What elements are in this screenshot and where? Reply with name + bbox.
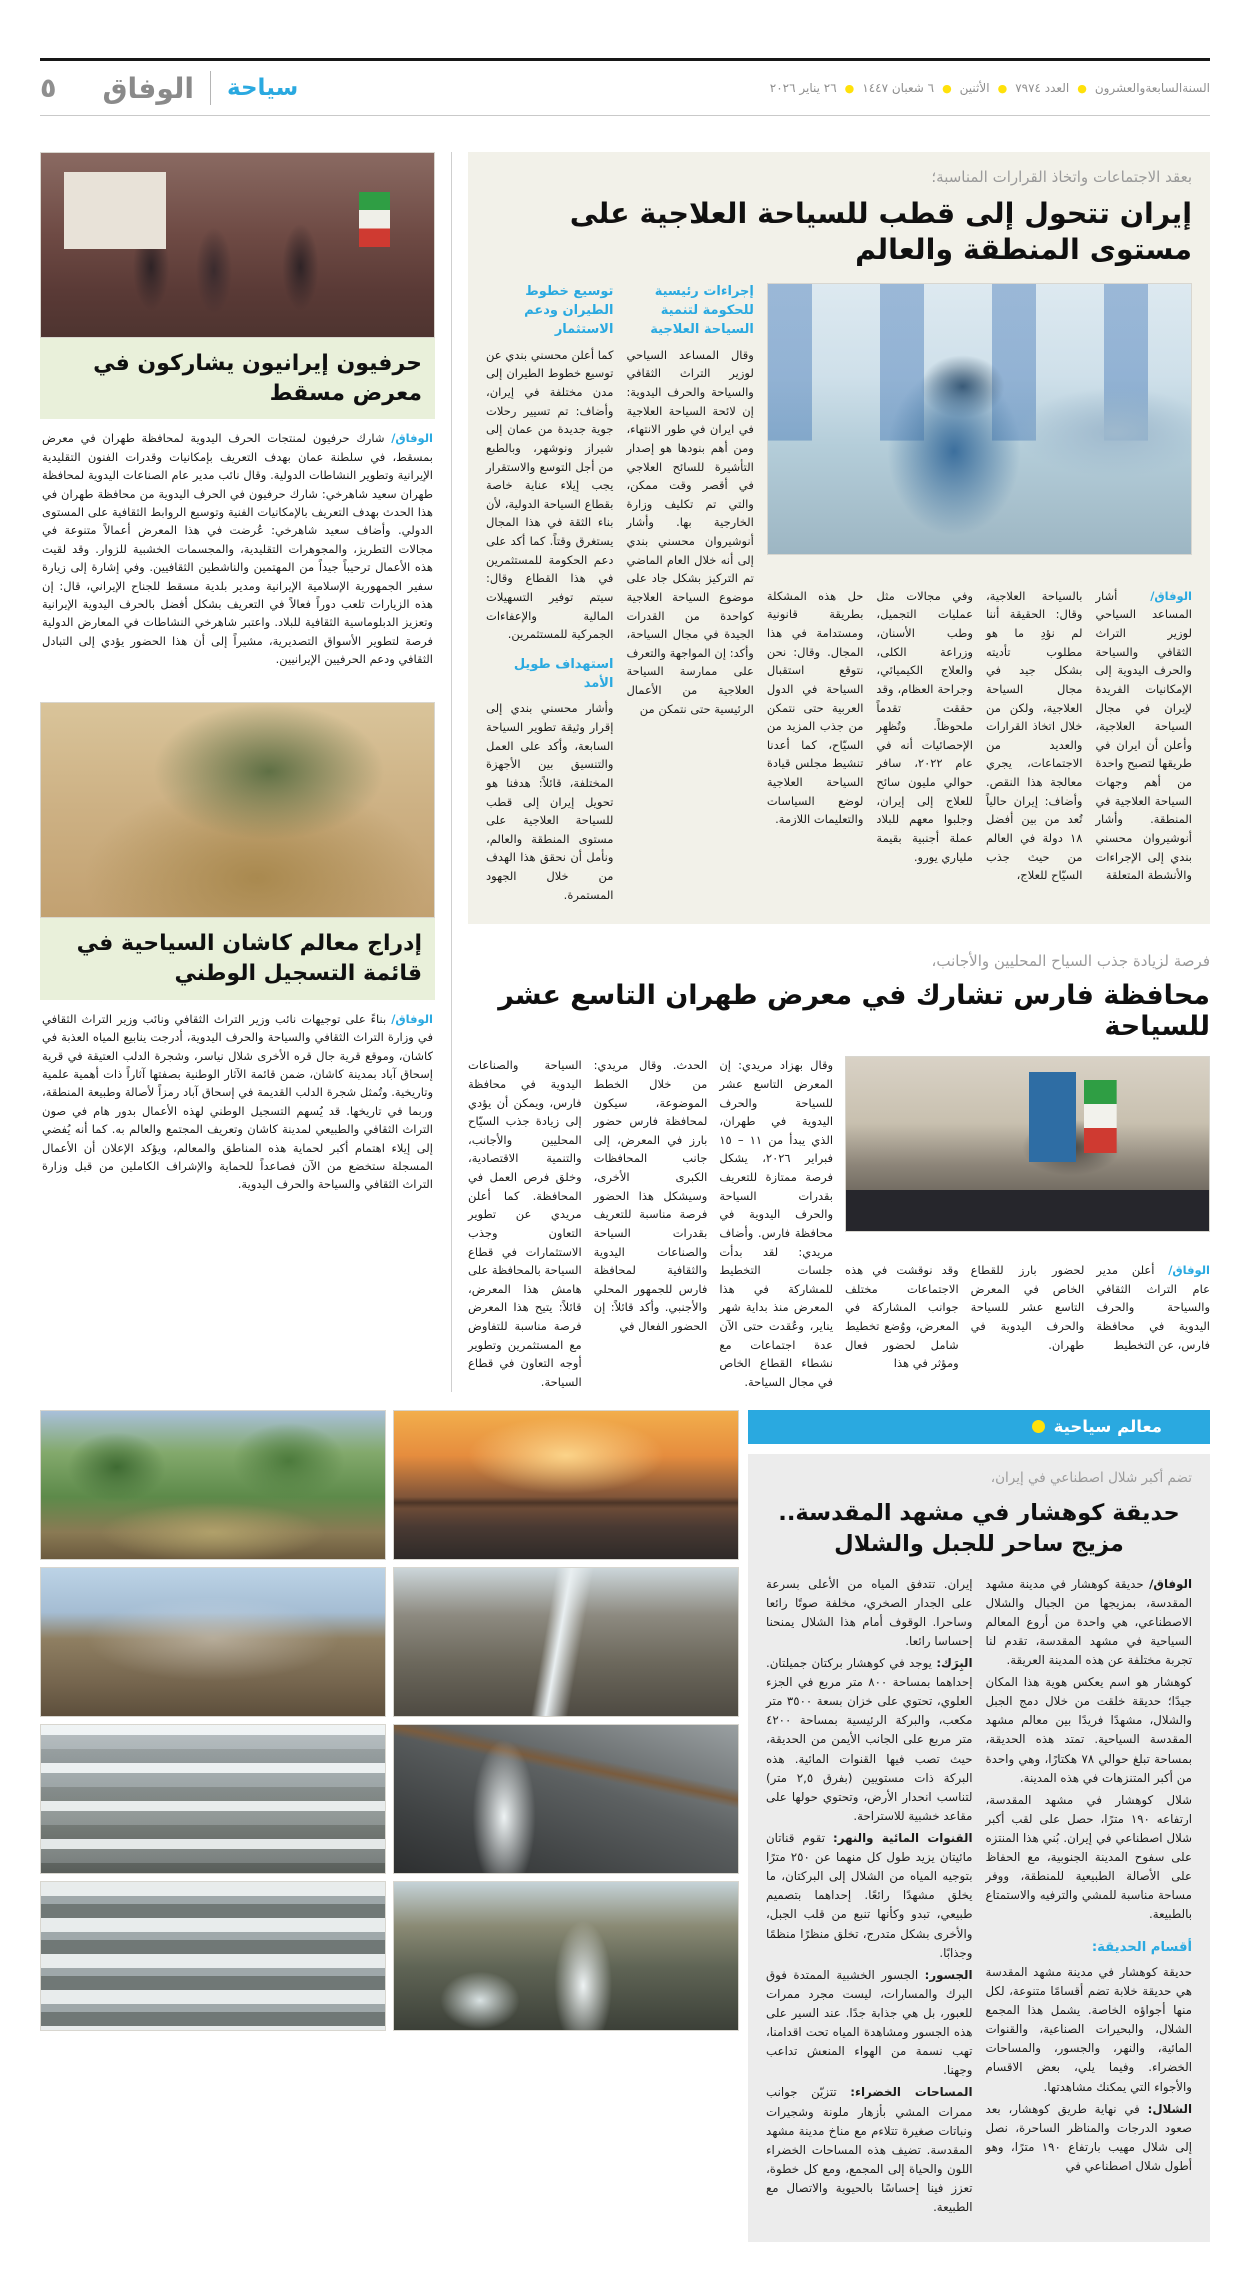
yellow-dot-icon: ● xyxy=(1077,81,1087,95)
stream-boardwalk-photo xyxy=(393,1724,739,1874)
body-column xyxy=(986,587,1083,905)
icu-ward-photo xyxy=(767,283,1192,555)
park-photo-grid xyxy=(40,1410,739,2243)
brand-group xyxy=(40,71,298,105)
page-header xyxy=(40,0,1210,116)
date-segment xyxy=(770,81,855,95)
article-fars-exhibition xyxy=(468,952,1210,1391)
body-column xyxy=(767,587,864,905)
body-column xyxy=(468,1056,582,1391)
date-segment xyxy=(1095,81,1210,95)
park-path-photo xyxy=(40,1410,386,1560)
column-text: وقد نوقشت في هذه الاجتماعات مختلف جوانب المشاركة في المعرض، ووُضع تخطيط شامل لحضور فعال ومؤثر في هذا xyxy=(845,1263,959,1371)
column-text: وقال بهزاد مريدي: إن المعرض التاسع عشر للسياحة والحرف اليدوية في طهران، الذي يبدأ من ١١ – ١٥ فبراير ٢٠٢٦، يشكل فرصة ممتازة للتعريف بقدرات السياحة والحرف اليدوية في محافظة فارس. وأضاف مريدي: لقد بدأت جلسات التخطيط للمشاركة في هذا المعرض منذ بداية شهر يناير، وعُقدت حتى الآن عدة اجتماعات مع نشطاء القطاع الخاص في مجال السياحة. xyxy=(719,1058,834,1389)
column-text: الحدث. وقال مريدي: من خلال الخطط الموضوعة، سيكون لمحافظة فارس حضور بارز في المعرض، إلى جانب المحافظات الكبرى الأخرى، وسيشكل هذا الحضور فرصة مناسبة للتعريف بقدرات السياحة والصناعات اليدوية والثقافية لمحافظة فارس للجمهور المحلي والأجنبي. وأكد قائلاً: إن الحضور الفعال في xyxy=(593,1058,708,1334)
paragraph xyxy=(766,2083,973,2217)
page-number: ٥ xyxy=(40,72,57,104)
paragraph-text: إيران. تتدفق المياه من الأعلى بسرعة على الجدار الصخري، مخلفة صوتًا رائعا وساحرا. الوقوف أمام هذا الشلال يمنحنا إحساسا رائعا. xyxy=(766,1576,973,1648)
column-text: بالسياحة العلاجية، وقال: الحقيقة أننا لم نؤدِ ما هو مطلوب تأديته بشكل جيد في مجال السياحة العلاجية، ولكن من خلال اتخاذ القرارات والعديد من الاجتماعات، يجري معالجة هذا النقص. وأضاف: إيران حالياً تُعد من بين أفضل ١٨ دولة في العالم من حيث جذب السيّاح للعلاج، xyxy=(985,588,1083,883)
paragraph xyxy=(986,1673,1193,1788)
terraced-weir-photo xyxy=(40,1881,386,2031)
article-body xyxy=(42,1010,433,1194)
column-government-measures xyxy=(626,283,753,904)
article-headline: محافظة فارس تشارك في معرض طهران التاسع عشر للسياحة xyxy=(498,980,1210,1043)
article-headline: إدراج معالم كاشان السياحية في قائمة التسجيل الوطني xyxy=(76,931,422,987)
rocky-stream-photo xyxy=(393,1881,739,2031)
paragraph xyxy=(986,1575,1193,1671)
paragraph-lead: الشلال: xyxy=(1147,2101,1192,2116)
feature-article-wrap xyxy=(748,1410,1210,2243)
article-kicker: بعقد الاجتماعات واتخاذ القرارات المناسبة؛ xyxy=(931,168,1192,186)
main-column-area xyxy=(452,152,1210,1392)
mountain-waterfall-photo xyxy=(393,1567,739,1717)
section-badge xyxy=(748,1410,1210,1444)
date-segment-label: ٢٦ يناير ٢٠٢٦ xyxy=(769,81,837,95)
column-text: وفي مجالات مثل عمليات التجميل، وطب الأسنان، وزراعة الكلى، والعلاج الكيميائي، وجراحة العظام، وقد حققت تقدماً ملحوظاً. وتُظهِر الإحصائيات أنه في عام ٢٠٢٢، سافر حوالي مليون سائح للعلاج إلى إيران، وجلبوا معهم للبلاد عملة أجنبية بقيمة ملياري يورو. xyxy=(876,588,973,864)
paragraph xyxy=(986,1791,1193,1925)
body-column-right xyxy=(986,1575,1193,2221)
paragraph-subhead: أقسام الحديقة: xyxy=(1091,1939,1192,1955)
headline-band xyxy=(40,918,435,999)
column-text: لحضور بارز للقطاع الخاص في المعرض التاسع عشر للسياحة والحرف اليدوية في طهران. xyxy=(970,1263,1085,1352)
paragraph-lead: القنوات المائية والنهر: xyxy=(833,1831,973,1846)
column-text: كما أعلن محسني بندي عن توسيع خطوط الطيران إلى مدن مختلفة في إيران، وأضاف: تم تسيير رحلات جوية جديدة من عمان إلى شيراز ونوشهر، وبالطبع من أجل التوسع والاستقرار يجب إيلاء عناية خاصة بقطاع السياحة الدولية، لأن بناء الثقة في هذا المجال يستغرق وقتاً. كما أكد على دعم الحكومة للمستثمرين في هذا القطاع وقال: سيتم توفير التسهيلات المالية والإعفاءات الجمركية للمستثمرين. xyxy=(486,347,614,642)
body-column xyxy=(719,1056,833,1391)
headline-line-1: حديقة كوهشار في مشهد المقدسة.. xyxy=(778,1499,1180,1526)
column-flight-expansion xyxy=(486,283,613,904)
article-body xyxy=(766,1575,1192,2221)
paragraph xyxy=(986,1937,1193,2097)
paragraph-lead: الجسور: xyxy=(924,1967,973,1982)
paragraph xyxy=(766,1654,973,1826)
agency-tag: الوفاق/ xyxy=(391,1011,434,1026)
body-text: شارك حرفيون لمنتجات الحرف اليدوية لمحافظة طهران في معرض بمسقط، في سلطنة عمان بهدف التعريف بإمكانيات وقدرات الفنون التقليدية الإيرانية وتطوير النشاطات الدولية. وقال نائب مدير عام الصناعات اليدوية لمحافظة طهران سعيد شاهرخي: شارك حرفيون في الحرف اليدوية من محافظة طهران في هذا الحدث بهدف التعريف بالإمكانيات الفنية وتوسيع الروابط الثقافية على المستوى الدولي. وأضاف سعيد شاهرخي: عُرضت في هذا المعرض أعمالاً متنوعة في مجالات التطريز، والمجوهرات التقليدية، والمجسمات الخشبية للزوار. وقد لقيت هذه الأعمال ترحيباً جيداً من المهتمين والناشطين الثقافيين. وفي إشارة إلى زيارة سفير الجمهورية الإسلامية الإيرانية ومدير بلدية مسقط للجناح الإيراني، قال: إن هذه الزيارات تلعب دوراً فعالاً في التعريف بشكل أفضل بالحرف اليدوية الإيرانية وتعزيز الدبلوماسية الثقافية للبلاد. واعتبر شاهرخي النشاطات في المعارض الدولية فرصة لتطوير الأسواق التصديرية، مشيراً إلى أن هذا الحضور يؤدي إلى التبادل الثقافي ودعم الحرفيين الإيرانيين. xyxy=(42,431,433,667)
date-segment-label: ٦ شعبان ١٤٤٧ xyxy=(862,81,935,95)
paragraph-text: شلال كوهشار في مشهد المقدسة، ارتفاعه ١٩٠ مترًا، حصل على لقب أكبر شلال اصطناعي في إيران. بُني هذا المنتزه على سفوح المدينة الجنوبية، مع الحفاظ على الأصالة الطبيعية للمنطقة، ووفر مساحة مناسبة للمشي والترفيه والاستمتاع بالطبيعة. xyxy=(985,1792,1192,1922)
date-segment xyxy=(862,81,951,95)
paragraph-text: تتزيّن جوانب ممرات المشي بأزهار ملونة وشجيرات ونباتات صغيرة تتلاءم مع مناخ مدينة مشهد المقدسة. تضيف هذه المساحات الخضراء اللون والحياة إلى المجمع، ومع كل خطوة، تعزز فينا إحساسًا بالحيوية والاتصال مع الطبيعة. xyxy=(766,2085,973,2215)
officials-meeting-photo xyxy=(845,1056,1210,1232)
paragraph-text: يوجد في كوهشار بركتان جميلتان. إحداهما بمساحة ٨٠٠ متر مربع في الجزء العلوي، تحتوي على خزان بسعة ٣٥٠٠ متر مكعب، والبركة الرئيسية بمساحة ٤٢٠٠ متر مربع على الجانب الأيمن من الحديقة، حيث تصب فيها القنوات المائية. هذه البركة ذات مستويين (بفرق ٢,٥ متر) لتناسب انحدار الأرض، وتحتوي حولها على مقاعد خشبية للاستراحة. xyxy=(766,1656,973,1823)
body-column xyxy=(845,1261,959,1392)
article-kashan-heritage xyxy=(40,702,435,1193)
body-column xyxy=(1095,587,1192,905)
section-title: سياحة xyxy=(227,75,299,101)
column-subhead: توسيع خطوط الطيران ودعم الاستثمار xyxy=(524,284,614,337)
column-subhead: إجراءات رئيسية للحكومة لتنمية السياحة العلاجية xyxy=(650,284,754,337)
newspaper-logo: الوفاق xyxy=(102,71,195,105)
article-body xyxy=(42,429,433,668)
headline-line-2: مزيج ساحر للجبل والشلال xyxy=(834,1531,1124,1558)
paragraph-text: في نهاية طريق كوهشار، بعد صعود الدرجات والمناظر الساحرة، نصل إلى شلال مهيب بارتفاع ١٩٠ مترًا، وهو أطول شلال اصطناعي في xyxy=(985,2101,1192,2174)
column-text: السياحة والصناعات اليدوية في محافظة فارس، ويمكن أن يؤدي إلى زيادة جذب السيّاح المحليين والأجانب، والتنمية الاقتصادية، وخلق فرص العمل في المحافظة. كما أعلن مريدي عن تطوير التعاون وجذب الاستثمارات في قطاع السياحة بالمحافظة على هامش هذا المعرض، قائلاً: يتيح هذا المعرض فرصة مناسبة للتفاوض مع المستثمرين وتطوير أوجه التعاون في قطاع السياحة. xyxy=(468,1058,582,1389)
paragraph xyxy=(766,1575,973,1651)
body-column xyxy=(1096,1261,1210,1392)
article-muscat-exhibition xyxy=(40,152,435,668)
date-line xyxy=(770,81,1210,95)
paragraph-lead: الوفاق/ xyxy=(1149,1576,1192,1591)
body-text: بناءً على توجيهات نائب وزير التراث الثقافي ونائب وزير التراث الثقافي في وزارة التراث الثقافي والسياحة والحرف اليدوية، أدرجت ينابيع المياه العذبة في كاشان، وموقع قرية جال قره الأخرى شلال نياسر، وشجرة الدلب العتيقة في قرية إسحاق آباد بمدينة كاشان، ضمن قائمة الآثار الوطنية بصفتها آثاراً ذات أهمية علمية وتاريخية. وتُمثل شجرة الدلب القديمة في إسحاق آباد رمزاً لأصالة وطبيعة المنطقة، وربما في تاريخها. قد يُسهم التسجيل الوطني لهذه الأعمال بدور هام في صون التراث الثقافي والطبيعي لمدينة كاشان وتعريف المجتمع والعالم به. كما أنه يُفضي إلى إيلاء اهتمام أكبر لحماية هذه المناطق والمعالم، ويؤكد الإعلان أن الأعمال المسجلة ستخضع من الآن فصاعداً للحماية والإشراف الكاملين من قبل وزارة التراث الثقافي والسياحة والحرف اليدوية. xyxy=(42,1011,433,1192)
agency-tag: الوفاق/ xyxy=(391,431,433,446)
paragraph-lead: البِرَك: xyxy=(936,1656,973,1671)
column-text: أشار المساعد السياحي لوزير التراث الثقافي والسياحة والحرف اليدوية إلى الإمكانيات الفريدة لإيران في مجال السياحة العلاجية، وأعلن أن ايران في طريقها لتصبح واحدة من أهم وجهات السياحة العلاجية في المنطقة. وأشار أنوشيروان محسني بندي إلى الإجراءات والأنشطة المتعلقة xyxy=(1095,588,1192,883)
article-kicker: فرصة لزيادة جذب السياح المحليين والأجانب، xyxy=(931,952,1210,971)
column-text: وأشار محسني بندي إلى إقرار وثيقة تطوير السياحة السابعة، وأكد على العمل والتنسيق بين الأجهزة المختلفة، قائلاً: هدفنا هو تحويل إيران إلى قطب للسياحة العلاجية على مستوى المنطقة والعالم، ونأمل أن نحقق هذا الهدف من خلال الجهود المستمرة. xyxy=(486,701,614,902)
yellow-dot-icon xyxy=(1032,1420,1045,1433)
kashan-tree-photo xyxy=(40,702,435,918)
muscat-exhibition-photo xyxy=(40,152,435,338)
feature-section xyxy=(40,1410,1210,2243)
sunset-pond-photo xyxy=(393,1410,739,1560)
agency-tag: الوفاق/ xyxy=(1150,588,1192,603)
paragraph-text: تقوم قناتان مائيتان يزيد طول كل منهما عن ٢٥٠ مترًا بتوجيه المياه من الشلال إلى البركتان، ما يخلق مشهدًا رائعًا. إحداهما بتصميم طبيعي، تبدو وكأنها تنبع من قلب الجبل، والأخرى بشكل متدرج، تخلق منظرًا منظمًا وجذابًا. xyxy=(766,1831,973,1960)
header-divider xyxy=(210,71,211,105)
body-column xyxy=(971,1261,1085,1392)
article-headline xyxy=(766,1498,1192,1561)
paragraph xyxy=(766,1829,973,1963)
agency-tag: الوفاق/ xyxy=(1168,1263,1210,1278)
body-column-left xyxy=(766,1575,973,2221)
yellow-dot-icon: ● xyxy=(844,81,855,95)
column-text: حل هذه المشكلة بطريقة قانونية ومستدامة في هذا المجال. وقال: نحن نتوقع استقبال السياحة في الدول العربية حتى نتمكن من جذب المزيد من السيّاح، كما أعدنا تنشيط مجلس قيادة السياحة العلاجية لوضع السياسات والتعليمات اللازمة. xyxy=(766,588,864,827)
article-body xyxy=(486,283,1192,904)
body-column xyxy=(876,587,973,905)
badge-label: معالم سياحية xyxy=(1053,1417,1162,1437)
paragraph-lead: المساحات الخضراء: xyxy=(850,2085,973,2100)
side-column xyxy=(40,152,452,1392)
paragraph-text: حديقة كوهشار في مدينة مشهد المقدسة، بمزيجها من الجبال والشلال الاصطناعي، هي واحدة من أروع المعالم السياحية في مشهد المقدسة، تقدم لنا تجربة مختلفة عن هذه المدينة العريقة. xyxy=(985,1576,1192,1668)
yellow-dot-icon: ● xyxy=(997,81,1008,95)
yellow-dot-icon: ● xyxy=(942,81,952,95)
article-headline: إيران تتحول إلى قطب للسياحة العلاجية على مستوى المنطقة والعالم xyxy=(569,197,1192,266)
paragraph xyxy=(986,2100,1193,2176)
article-koohshar-park xyxy=(748,1454,1210,2243)
article-kicker: تضم أكبر شلال اصطناعي في إيران، xyxy=(990,1469,1192,1486)
stone-cascade-photo xyxy=(40,1724,386,1874)
date-segment xyxy=(960,81,1008,95)
paragraph xyxy=(766,1966,973,2081)
column-subhead: استهداف طويل الأمد xyxy=(513,656,614,691)
article-medical-tourism xyxy=(468,152,1210,924)
paragraph-text: كوهشار هو اسم يعكس هوية هذا المكان جيدًا؛ حديقة خلقت من خلال دمج الجبل والشلال، مشهدًا فريدًا بين معالم مشهد المقدسة السياحية. تمتد هذه الحديقة، بمساحة تبلغ حوالي ٧٨ هكتارًا، وهي واحدة من أكبر المتنزهات في هذه المدينة. xyxy=(985,1675,1192,1785)
body-column xyxy=(594,1056,708,1391)
mountain-landscape-photo xyxy=(40,1567,386,1717)
paragraph-text: الجسور الخشبية الممتدة فوق البرك والمسارات، ليست مجرد ممرات للعبور، بل هي جذابة جدًا. عند السير على هذه الجسور ومشاهدة المياه تحت اقدامنا، تهب نسمة من الهواء المنعش تداعب وجهنا. xyxy=(766,1967,973,2078)
article-body xyxy=(468,1056,1210,1391)
paragraph-text: حديقة كوهشار في مدينة مشهد المقدسة هي حديقة خلابة تضم أقسامًا متنوعة، لكل منها أجواؤه الخاصة. يشمل هذا المجمع الشلال، والبحيرات الصناعية، والقنوات المائية، والنهر، والجسور، والمساحات الخضراء. وفيما يلي، بعض الاقسام والأجواء التي يمكنك مشاهدتها. xyxy=(985,1964,1192,2094)
column-text: وقال المساعد السياحي لوزير التراث الثقافي والسياحة والحرف اليدوية: إن لائحة السياحة العلاجية في ايران في طور الانتهاء، ومن أهم بنودها هو إصدار التأشيرة للسائح العلاجي في أقصر وقت ممكن، والتي تم تكليف وزارة الخارجية بها. وأشار أنوشيروان محسني بندي إلى أنه خلال العام الماضي تم التركيز بشكل جاد على موضوع السياحة العلاجية كواحدة من القدرات الجيدة في مجال السياحة، وأكد: إن المواجهة والتعرف على ممارسة السياحة العلاجية من الأعمال الرئيسية حتى نتمكن من xyxy=(626,347,754,716)
date-segment-label: السنةالسابعةوالعشرون xyxy=(1094,81,1210,95)
column-text: أعلن مدير عام التراث الثقافي والسياحة والحرف اليدوية في محافظة فارس، عن التخطيط xyxy=(1096,1263,1210,1352)
headline-band xyxy=(40,338,435,419)
article-headline: حرفيون إيرانيون يشاركون في معرض مسقط xyxy=(93,351,422,406)
date-segment-label: الأثنين xyxy=(959,81,990,95)
date-segment xyxy=(1015,81,1087,95)
date-segment-label: العدد ٧٩٧٤ xyxy=(1015,81,1070,95)
